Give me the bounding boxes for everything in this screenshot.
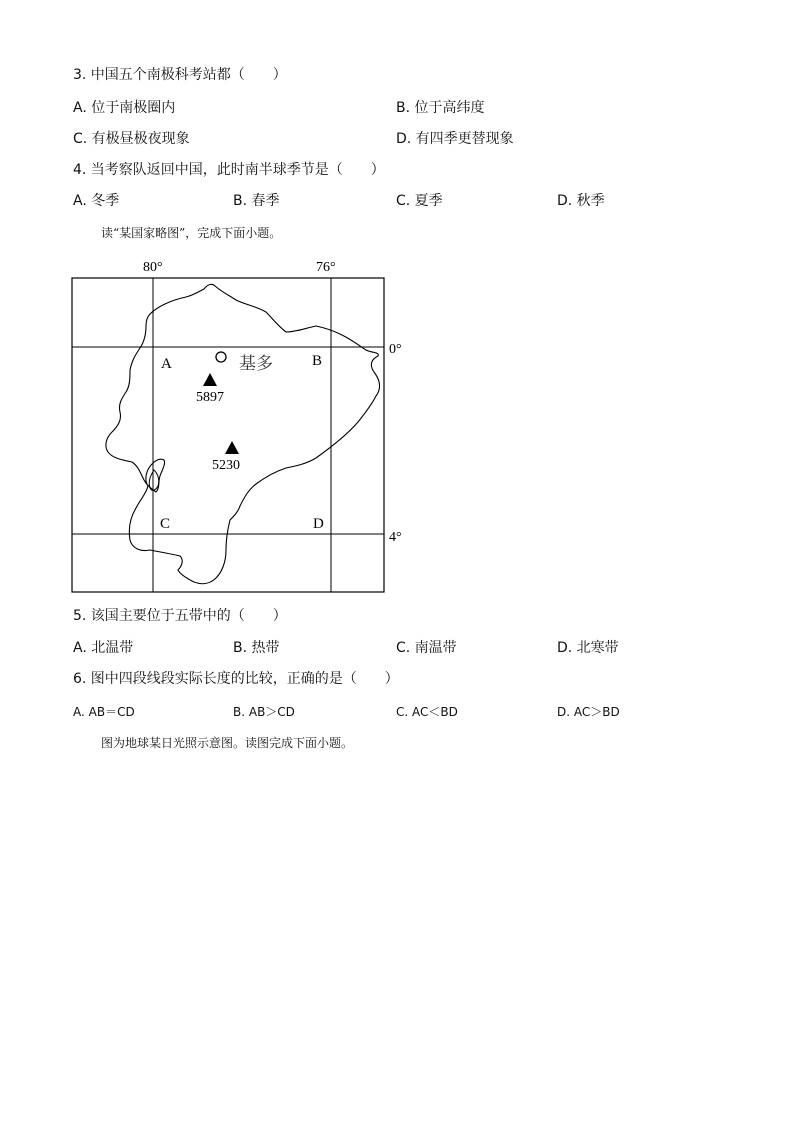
q5-option-a[interactable]: A. 北温带 [73, 640, 134, 656]
q5-stem: 5. 该国主要位于五带中的（ ） [73, 608, 287, 624]
q6-option-d[interactable]: D. AC＞BD [557, 705, 620, 719]
next-intro: 图为地球某日光照示意图。读图完成下面小题。 [101, 736, 354, 750]
peak-2-label: 5230 [212, 458, 240, 473]
point-d-label: D [313, 516, 324, 532]
q6-option-c[interactable]: C. AC＜BD [396, 705, 458, 719]
q3-option-b[interactable]: B. 位于高纬度 [396, 100, 485, 116]
latitude-4-label: 4° [389, 530, 402, 545]
q5-option-b[interactable]: B. 热带 [233, 640, 280, 656]
q3-option-c[interactable]: C. 有极昼极夜现象 [73, 131, 190, 147]
point-c-label: C [160, 516, 171, 532]
q3-option-d[interactable]: D. 有四季更替现象 [396, 131, 514, 147]
peak-2-marker [225, 441, 239, 454]
map-intro: 读“某国家略图”，完成下面小题。 [101, 226, 282, 240]
q6-option-b[interactable]: B. AB＞CD [233, 705, 295, 719]
q4-option-c[interactable]: C. 夏季 [396, 193, 443, 209]
point-a-label: A [161, 356, 172, 372]
q3-option-a[interactable]: A. 位于南极圈内 [73, 100, 176, 116]
q5-option-c[interactable]: C. 南温带 [396, 640, 457, 656]
longitude-76-label: 76° [316, 260, 336, 275]
longitude-80-label: 80° [143, 260, 163, 275]
gulf-inlet [149, 470, 159, 490]
latitude-0-label: 0° [389, 342, 402, 357]
q4-option-d[interactable]: D. 秋季 [557, 193, 605, 209]
q5-option-d[interactable]: D. 北寒带 [557, 640, 619, 656]
capital-label: 基多 [239, 354, 273, 373]
peak-1-marker [203, 373, 217, 386]
country-outline [106, 284, 380, 583]
q3-stem: 3. 中国五个南极科考站都（ ） [73, 67, 287, 83]
q4-option-a[interactable]: A. 冬季 [73, 193, 120, 209]
q6-option-a[interactable]: A. AB＝CD [73, 705, 135, 719]
map-frame [72, 278, 384, 592]
q6-stem: 6. 图中四段线段实际长度的比较，正确的是（ ） [73, 671, 399, 687]
q4-option-b[interactable]: B. 春季 [233, 193, 280, 209]
capital-marker [216, 352, 226, 362]
point-b-label: B [312, 353, 323, 369]
peak-1-label: 5897 [196, 390, 224, 405]
q4-stem: 4. 当考察队返回中国，此时南半球季节是（ ） [73, 162, 385, 178]
